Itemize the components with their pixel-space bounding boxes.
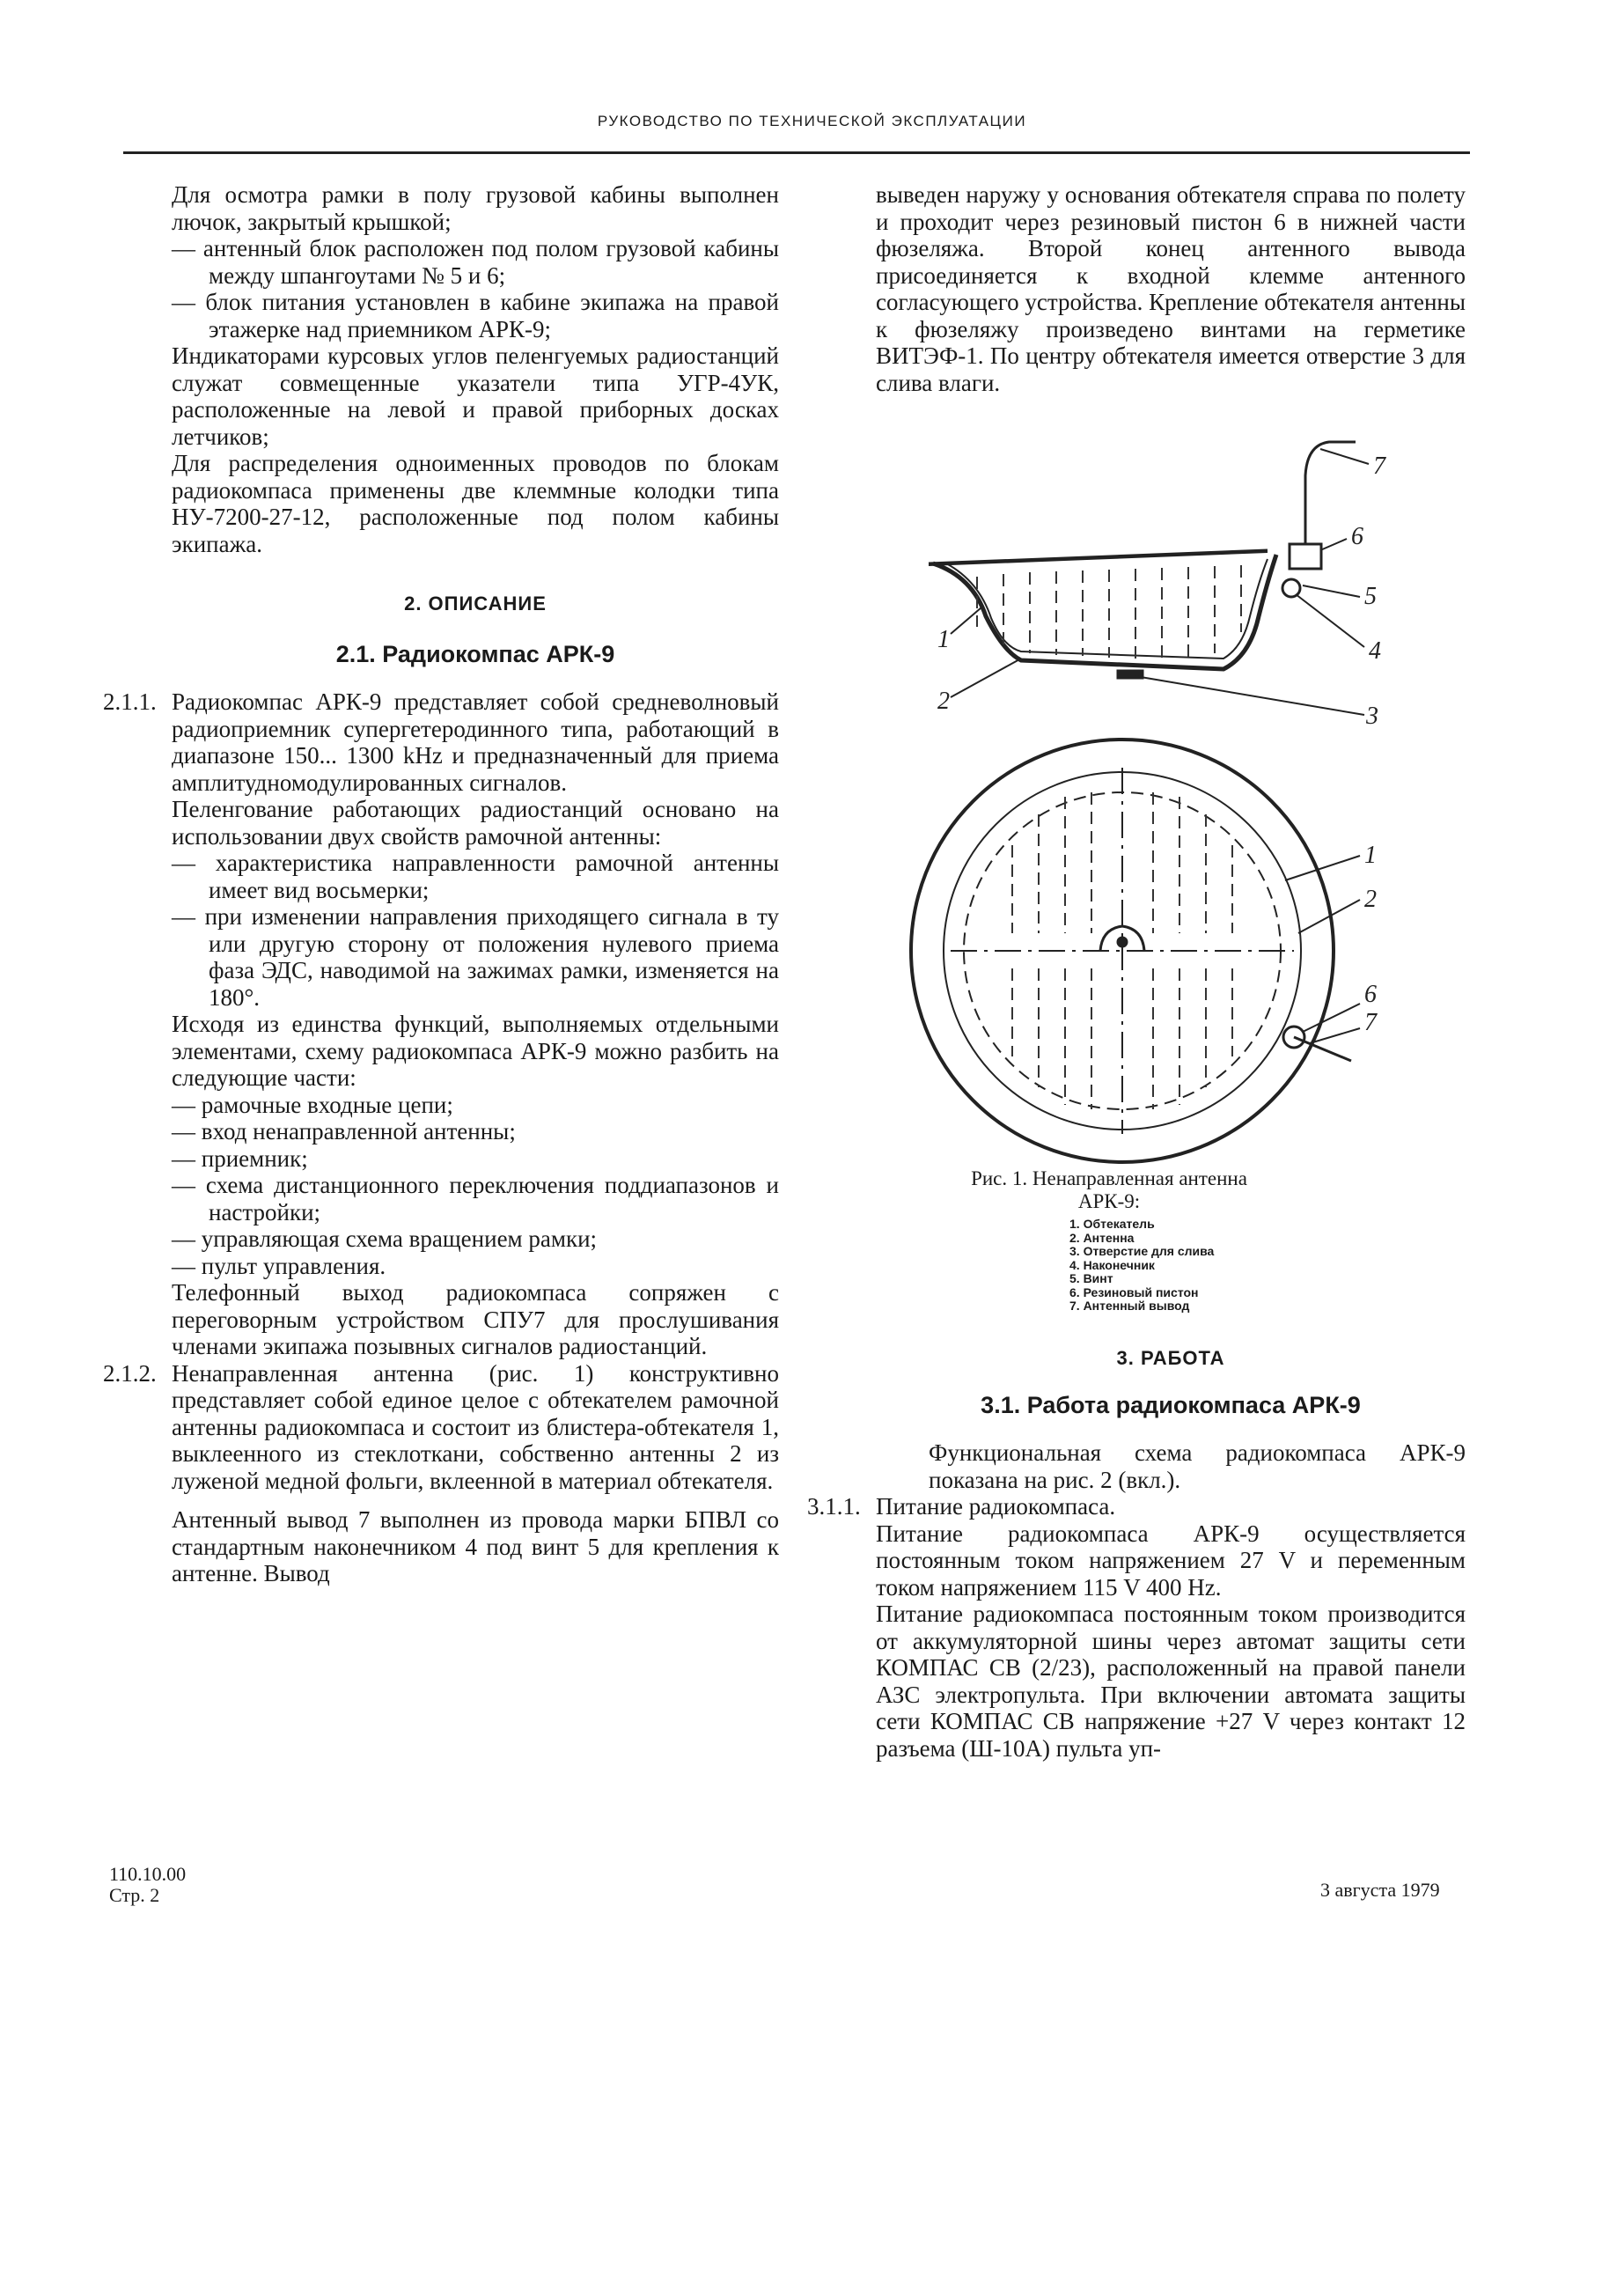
list-item: — вход ненаправленной антенны; <box>172 1118 516 1144</box>
footer-date: 3 августа 1979 <box>1320 1879 1440 1901</box>
list-item: — блок питания установлен в кабине экипажа на правой этажерке над приемником АРК-9; <box>172 289 779 342</box>
clause-number: 3.1.1. <box>807 1493 861 1520</box>
list-item: — рамочные входные цепи; <box>172 1091 453 1118</box>
subsection-heading: 3.1. Работа радиокомпаса АРК-9 <box>981 1391 1361 1418</box>
paragraph: Телефонный выход радиокомпаса сопряжен с переговорным устройством СПУ7 для прослушивания членами экипажа позывных сигналов радиостанций. <box>172 1279 779 1359</box>
plan-view <box>911 740 1351 1162</box>
callout-6: 6 <box>1351 523 1363 550</box>
caption-line: Рис. 1. Ненаправленная антенна <box>971 1167 1247 1189</box>
list-item: — характеристика направленности рамочной антенны имеет вид восьмерки; <box>172 850 779 903</box>
paragraph: Пеленгование работающих радиостанций основано на использовании двух свойств рамочной антенны: <box>172 796 779 850</box>
footer-left <box>109 1864 186 1906</box>
subsection-heading: 2.1. Радиокомпас АРК-9 <box>335 640 615 667</box>
clause-text: Ненаправленная антенна (рис. 1) конструктивно представляет собой единое целое с обтекателем рамочной антенны радиокомпаса и состоит из блистера-обтекателя 1, выклеенного из стеклоткани, собственно антенны 2 из луженой медной фольги, вклеенной в материал обтекателя. <box>172 1359 779 1494</box>
paragraph: Индикаторами курсовых углов пеленгуемых радиостанций служат совмещенные указатели типа УГР-4УК, расположенные на левой и правой приборных досках летчиков; <box>172 342 779 450</box>
plan-callout-2: 2 <box>1364 886 1377 913</box>
list-item: — пульт управления. <box>172 1252 386 1279</box>
legend-item: 6. Резиновый пистон <box>1069 1284 1199 1299</box>
antenna-foil-side <box>946 559 1268 659</box>
list-item: — схема дистанционного переключения поддиапазонов и настройки; <box>172 1172 779 1225</box>
callout-2: 2 <box>937 688 950 715</box>
callout-5: 5 <box>1364 583 1377 610</box>
paragraph: Питание радиокомпаса постоянным током производится от аккумуляторной шины через автомат защиты сети КОМПАС СВ (2/23), расположенный на правой панели АЗС электропульта. При включении автомата защиты сети КОМПАС СВ напряжение +27 V через контакт 12 разъема (Ш-10А) пульта уп- <box>876 1601 1466 1762</box>
callout-3: 3 <box>1366 703 1378 730</box>
paragraph: выведен наружу у основания обтекателя справа по полету и проходит через резиновый пистон 6 в нижней части фюзеляжа. Второй конец антенного вывода присоединяется к входной клемме антенного согласующего устройства. Крепление обтекателя антенны к фюзеляжу произведено винтами на герметике ВИТЭФ-1. По центру обтекателя имеется отверстие 3 для слива влаги. <box>876 181 1466 396</box>
legend-item: 7. Антенный вывод <box>1069 1299 1190 1313</box>
clause-number: 2.1.2. <box>103 1359 157 1387</box>
running-header: РУКОВОДСТВО ПО ТЕХНИЧЕСКОЙ ЭКСПЛУАТАЦИИ <box>597 113 1027 129</box>
side-view-elements <box>977 565 1241 659</box>
callout-4: 4 <box>1369 637 1381 665</box>
paragraph: Питание радиокомпаса АРК-9 осуществляется постоянным током напряжением 27 V и переменным током напряжением 115 V 400 Hz. <box>876 1520 1466 1601</box>
caption-line: АРК-9: <box>1077 1190 1141 1212</box>
legend-item: 3. Отверстие для слива <box>1069 1244 1215 1258</box>
rubber-grommet <box>1290 544 1321 569</box>
paragraph: Антенный вывод 7 выполнен из провода марки БПВЛ со стандартным наконечником 4 под винт 5 для крепления к антенне. Вывод <box>172 1506 779 1586</box>
numbered-clause <box>807 1493 1466 1520</box>
plan-callout-1: 1 <box>1364 842 1377 869</box>
plan-callout-7: 7 <box>1364 1009 1377 1036</box>
figure-caption <box>915 1167 1303 1213</box>
terminal-lug <box>1282 579 1300 597</box>
legend-item: 2. Антенна <box>1069 1230 1135 1245</box>
legend-item: 1. Обтекатель <box>1069 1217 1155 1231</box>
callout-1: 1 <box>937 626 950 653</box>
plan-lead <box>1294 1037 1351 1061</box>
section-heading: 3. РАБОТА <box>1116 1347 1225 1369</box>
figure-legend <box>1069 1218 1214 1314</box>
clause-text: Питание радиокомпаса. <box>876 1493 1116 1520</box>
right-column-bottom <box>807 1345 1466 1762</box>
list-item: — при изменении направления приходящего сигнала в ту или другую сторону от положения нулевого приема фаза ЭДС, наводимой на зажимах рамки, изменяется на 180°. <box>172 903 779 1011</box>
paragraph: Функциональная схема радиокомпаса АРК-9 показана на рис. 2 (вкл.). <box>929 1439 1466 1493</box>
list-item: — антенный блок расположен под полом грузовой кабины между шпангоутами № 5 и 6; <box>172 235 779 289</box>
clause-text: Радиокомпас АРК-9 представляет собой средневолновый радиоприемник супергетеродинного типа, работающий в диапазоне 150... 1300 kHz и предназначенный для приема амплитудномодулированных сигналов. <box>172 688 779 796</box>
page-number: Стр. 2 <box>109 1884 160 1906</box>
section-heading: 2. ОПИСАНИЕ <box>404 592 547 615</box>
fairing-side-outline <box>929 550 1268 563</box>
legend-item: 4. Наконечник <box>1069 1257 1155 1272</box>
clause-number: 2.1.1. <box>103 688 157 715</box>
doc-code: 110.10.00 <box>109 1863 187 1885</box>
callout-7: 7 <box>1373 453 1385 480</box>
list-item: — управляющая схема вращением рамки; <box>172 1225 598 1252</box>
plan-callout-6: 6 <box>1364 981 1377 1008</box>
paragraph: Для осмотра рамки в полу грузовой кабины выполнен лючок, закрытый крышкой; <box>172 181 779 235</box>
legend-item: 5. Винт <box>1069 1271 1113 1285</box>
fairing-blister <box>933 555 1276 669</box>
paragraph: Для распределения одноименных проводов по блокам радиокомпаса применены две клеммные колодки типа НУ-7200-27-12, расположенные под полом кабины экипажа. <box>172 450 779 557</box>
paragraph: Исходя из единства функций, выполняемых отдельными элементами, схему радиокомпаса АРК-9 можно разбить на следующие части: <box>172 1011 779 1091</box>
list-item: — приемник; <box>172 1144 308 1172</box>
